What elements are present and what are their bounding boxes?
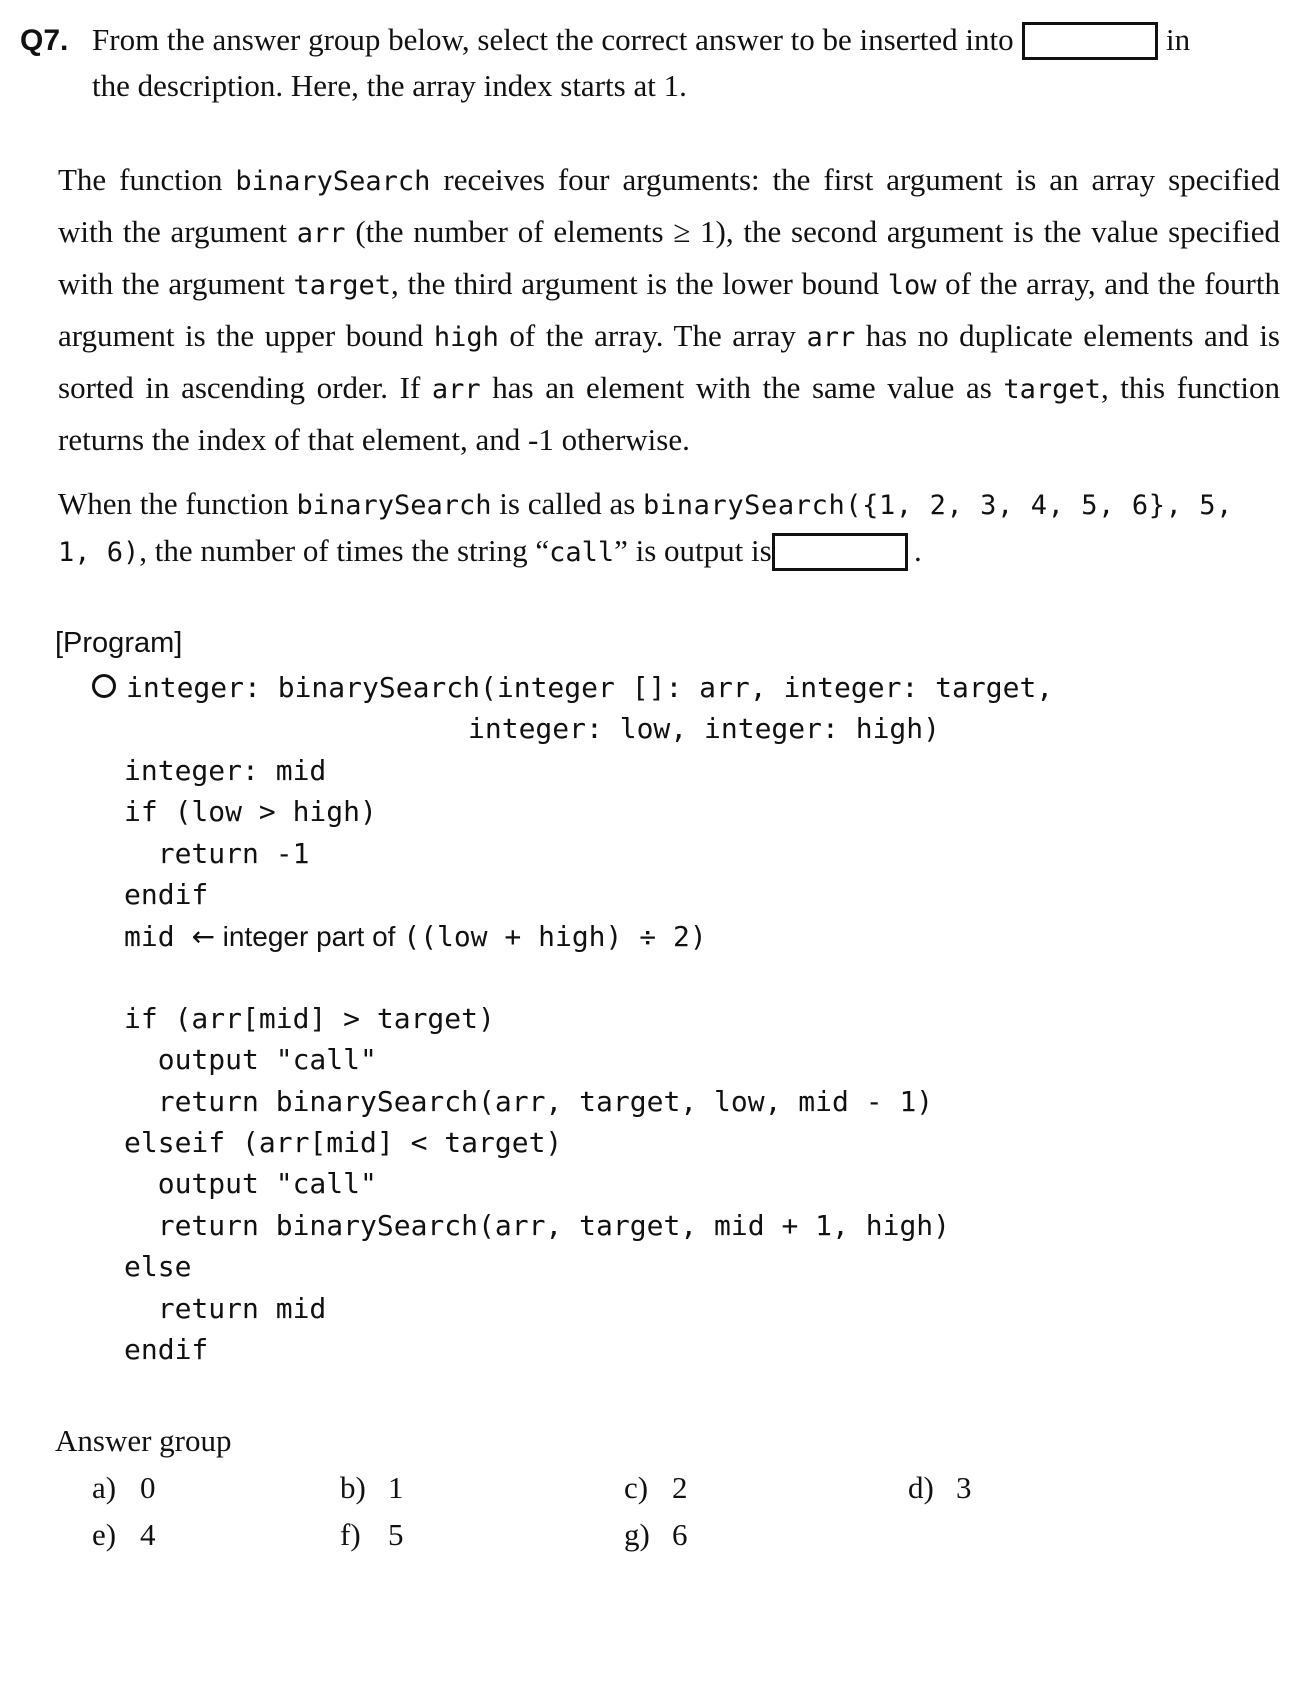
paragraph-text: , the third argument is the lower bound (391, 266, 888, 301)
code-line: else (124, 1250, 192, 1283)
mid-assignment: mid ← integer part of ((low + high) ÷ 2) (124, 920, 707, 953)
function-signature: integer: binarySearch(integer []: arr, integer: target, (92, 671, 1053, 704)
inline-code: target (293, 270, 392, 301)
paragraph-text: (the number of elements ≥ 1), the second argument is the value specified with the argument (58, 214, 1280, 301)
inline-code: binarySearch (235, 166, 431, 197)
inline-code: arr (296, 218, 346, 249)
paragraph-text: The function (58, 162, 236, 197)
code-line: return mid (124, 1292, 327, 1325)
code-line: output "call" (124, 1167, 377, 1200)
answer-blank (772, 533, 908, 571)
answer-option-a[interactable]: a) 0 (92, 1470, 156, 1505)
code-line: return binarySearch(arr, target, low, mid - 1) (124, 1085, 934, 1118)
question-instruction: From the answer group below, select the correct answer to be inserted into (92, 22, 1014, 57)
answer-blank-example (1022, 22, 1158, 60)
answer-option-e[interactable]: e) 4 (92, 1517, 156, 1552)
code-line: endif (124, 1333, 209, 1366)
left-arrow-icon: ← (191, 920, 215, 953)
code-line: return -1 (124, 837, 310, 870)
code-line: output "call" (124, 1043, 377, 1076)
code-line: return binarySearch(arr, target, mid + 1, high) (124, 1209, 951, 1242)
call-description-line2: 1, 6), the number of times the string “call” is output is (58, 533, 772, 568)
inline-code: target (1003, 374, 1101, 405)
code-line: if (low > high) (124, 795, 377, 828)
paragraph-text: of the array. The array (498, 318, 807, 353)
answer-group-heading: Answer group (55, 1423, 232, 1458)
paragraph-text: has an element with the same value as (480, 370, 1004, 405)
description-paragraph (58, 155, 1280, 465)
circle-icon (92, 674, 116, 698)
function-call: binarySearch({1, 2, 3, 4, 5, 6}, 5, (643, 490, 1233, 521)
question-instruction-line2: the description. Here, the array index starts at 1. (92, 68, 687, 103)
inline-code: arr (806, 322, 856, 353)
inline-code: high (433, 322, 499, 353)
answer-option-d[interactable]: d) 3 (908, 1470, 972, 1505)
answer-option-g[interactable]: g) 6 (624, 1517, 688, 1552)
paragraph-text: has no duplicate elements and is sorted in ascending order. If (58, 318, 1280, 405)
paragraph-text: of the array, and the fourth argument is the upper bound (58, 266, 1280, 353)
question-instruction-end: in (1166, 22, 1191, 57)
inline-code: low (887, 270, 937, 301)
answer-option-b[interactable]: b) 1 (340, 1470, 404, 1505)
code-line: if (arr[mid] > target) (124, 1002, 495, 1035)
code-line: endif (124, 878, 209, 911)
inline-code: arr (431, 374, 481, 405)
sentence-period: . (914, 533, 922, 568)
program-heading: [Program] (55, 627, 183, 659)
answer-option-c[interactable]: c) 2 (624, 1470, 688, 1505)
function-name: binarySearch (296, 490, 492, 521)
question-number: Q7. (20, 24, 69, 57)
paragraph-text: , this function returns the index of that element, and -1 otherwise. (58, 370, 1280, 457)
code-line: integer: mid (124, 754, 327, 787)
paragraph-text: receives four arguments: the first argument is an array specified with the argument (58, 162, 1280, 249)
answer-option-f[interactable]: f) 5 (340, 1517, 404, 1552)
call-description-line1: When the function binarySearch is called as binarySearch({1, 2, 3, 4, 5, 6}, 5, (58, 486, 1233, 521)
function-signature-cont: integer: low, integer: high) (468, 712, 941, 745)
code-line: elseif (arr[mid] < target) (124, 1126, 563, 1159)
